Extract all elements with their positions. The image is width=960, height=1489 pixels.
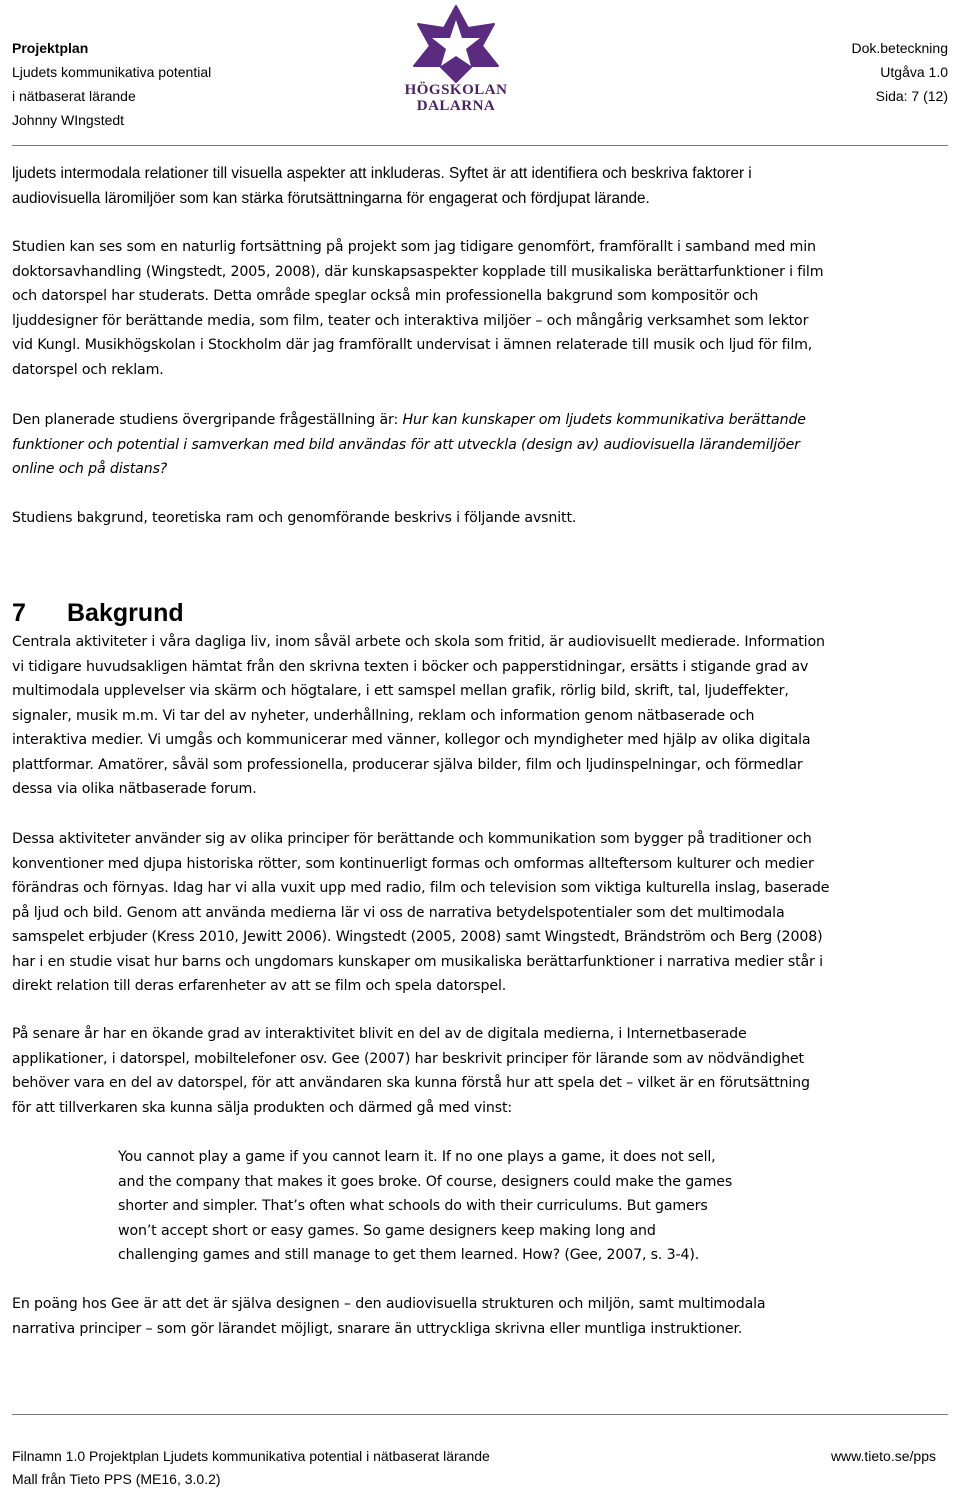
header-divider [12,145,948,146]
paragraph-line: behöver vara en del av datorspel, för att användaren ska kunna förstå hur att spela det – vilket är en förutsättning [12,1075,810,1091]
paragraph-research-question [12,408,912,482]
paragraph-line: och datorspel har studerats. Detta område speglar också min professionella bakgrund som kompositör och [12,288,759,304]
page-number: Sida: 7 (12) [875,88,948,104]
paragraph-line: vid Kungl. Musikhögskolan i Stockholm där jag framförallt undervisat i ämnen relaterade till musik och ljud för film, [12,337,813,353]
quote-line: shorter and simpler. That’s often what schools do with their curriculums. But gamers [118,1198,708,1214]
paragraph-line [12,433,912,458]
paragraph-outline [12,506,912,531]
question-text: Hur kan kunskaper om ljudets kommunikativa berättande [402,412,806,428]
paragraph-line: plattformar. Amatörer, såväl som professionella, producerar själva bilder, film och ljudinspelningar, och förmedlar [12,756,803,773]
paragraph-line: direkt relation till deras erfarenheter av att se film och spela datorspel. [12,978,507,994]
paragraph-line: konventioner med djupa historiska rötter, som kontinuerligt formas och omformas allteftersom kulturer och medier [12,855,814,872]
paragraph-line: på ljud och bild. Genom att använda medierna lär vi oss de narrativa betydelspotentialer som det multimodala [12,904,785,921]
paragraph-line: På senare år har en ökande grad av interaktivitet blivit en del av de digitala medierna, i Internetbaserade [12,1026,747,1042]
paragraph-study-continuation [12,235,912,382]
question-lead: Den planerade studiens övergripande frågeställning är: [12,412,403,428]
paragraph-line: interaktiva medier. Vi umgås och kommunicerar med vänner, kollegor och myndigheter med hjälp av olika digitala [12,732,811,748]
quote-line: challenging games and still manage to get them learned. How? (Gee, 2007, s. 3-4). [118,1247,700,1263]
section-title: Bakgrund [67,599,184,627]
paragraph-line: En poäng hos Gee är att det är själva designen – den audiovisuella strukturen och miljön, samt multimodala [12,1296,766,1312]
logo-text-line1: HÖGSKOLAN [404,82,508,98]
paragraph-line: vi tidigare huvudsakligen hämtat från den skrivna texten i böcker och papperstidningar, ersätts i stigande grad av [12,658,809,675]
paragraph-line: audiovisuella läromiljöer som kan stärka förutsättningarna för engagerat och fördjupat lärande. [12,189,650,207]
paragraph-line: Studiens bakgrund, teoretiska ram och genomförande beskrivs i följande avsnitt. [12,510,577,526]
paragraph-line: samspelet erbjuder (Kress 2010, Jewitt 2006). Wingstedt (2005, 2008) samt Wingstedt, Brändström och Berg (2008) [12,929,823,945]
paragraph-line: Centrala aktiviteter i våra dagliga liv, inom såväl arbete och skola som fritid, är audiovisuellt medierade. Information [12,634,825,650]
paragraph-line: doktorsavhandling (Wingstedt, 2005, 2008), där kunskapsaspekter kopplade till musikaliska berättarfunktioner i film [12,263,824,280]
intro-paragraph [12,162,912,211]
paragraph-line [12,457,912,482]
header-right [851,36,948,108]
paragraph-line: ljuddesigner för berättande media, som film, teater och interaktiva miljöer – och mångårig verksamhet som lektor [12,312,809,329]
paragraph-line: dessa via olika nätbaserade forum. [12,781,257,797]
footer-filename: Filnamn 1.0 Projektplan Ljudets kommunikativa potential i nätbaserat lärande [12,1448,490,1464]
header-left [12,36,211,132]
header-subtitle-line1: Ljudets kommunikativa potential [12,64,212,80]
paragraph-line: förändras och förnyas. Idag har vi alla vuxit upp med radio, film och television som viktiga kulturella inslag, baserade [12,880,830,896]
doc-label: Dok.beteckning [851,40,948,56]
section-paragraph-1 [12,630,912,802]
section-heading [12,596,184,630]
section-paragraph-4 [12,1292,912,1341]
paragraph-line: multimodala upplevelser via skärm och högtalare, i ett samspel mellan grafik, rörlig bild, skrift, tal, ljudeffekter, [12,683,789,699]
quote-line: won’t accept short or easy games. So game designers keep making long and [118,1222,656,1239]
question-text: online och på distans? [12,461,168,477]
hogskolan-dalarna-logo [402,4,510,116]
quote-line: You cannot play a game if you cannot learn it. If no one plays a game, it does not sell, [118,1149,716,1165]
paragraph-line: för att tillverkaren ska kunna sälja produkten och därmed gå med vinst: [12,1099,513,1116]
header-subtitle-line2: i nätbaserat lärande [12,88,136,104]
section-paragraph-2 [12,827,912,999]
footer-url: www.tieto.se/pps [830,1448,936,1464]
section-number: 7 [12,599,26,627]
question-text: funktioner och potential i samverkan med bild användas för att utveckla (design av) audiovisuella lärandemiljöer [12,436,800,453]
star-emblem-icon [402,4,510,84]
paragraph-line: applikationer, i datorspel, mobiltelefoner osv. Gee (2007) har beskrivit principer för lärande som av nödvändighet [12,1050,804,1067]
paragraph-line [12,408,912,433]
paragraph-line: datorspel och reklam. [12,361,164,378]
paragraph-line: Dessa aktiviteter använder sig av olika principer för berättande och kommunikation som bygger på traditioner och [12,831,812,847]
paragraph-line: signaler, musik m.m. Vi tar del av nyheter, underhållning, reklam och information genom nätbaserade och [12,707,755,724]
paragraph-line: narrativa principer – som gör lärandet möjligt, snarare än uttryckliga skrivna eller muntliga instruktioner. [12,1320,743,1337]
header-title: Projektplan [12,40,89,56]
footer-divider [12,1414,948,1415]
section-paragraph-3 [12,1022,912,1120]
header-author: Johnny WIngstedt [12,112,125,128]
quote-line: and the company that makes it goes broke. Of course, designers could make the games [118,1173,733,1190]
paragraph-line: ljudets intermodala relationer till visuella aspekter att inkluderas. Syftet är att identifiera och beskriva faktorer i [12,165,752,182]
paragraph-line: har i en studie visat hur barns och ungdomars kunskaper om musikaliska berättarfunktioner i narrativa medier står i [12,953,823,970]
logo-text-line2: DALARNA [416,98,496,114]
doc-version: Utgåva 1.0 [880,64,948,80]
paragraph-line: Studien kan ses som en naturlig fortsättning på projekt som jag tidigare genomfört, framförallt i samband med min [12,239,816,255]
block-quote [118,1145,878,1268]
footer-template: Mall från Tieto PPS (ME16, 3.0.2) [12,1471,221,1487]
